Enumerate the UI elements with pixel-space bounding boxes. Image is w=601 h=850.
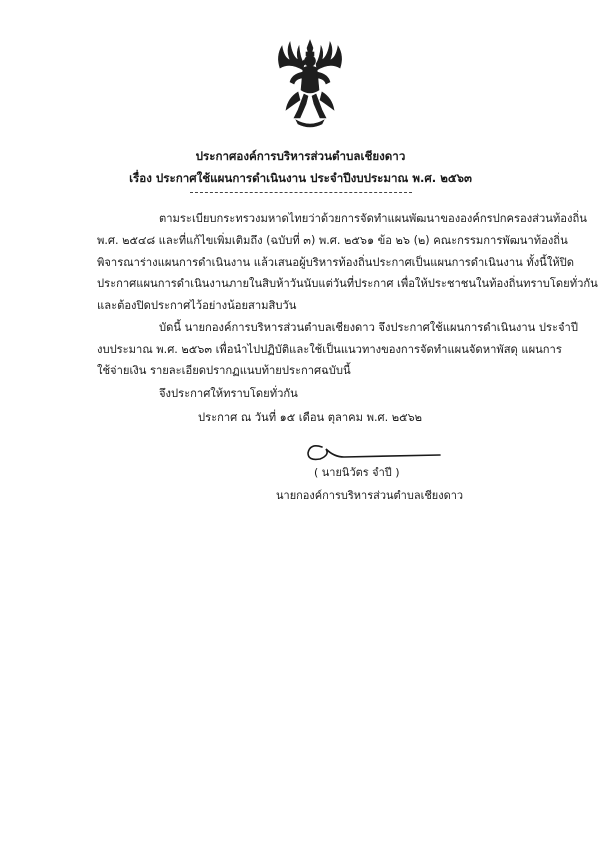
paragraph-2-line: บัดนี้ นายกองค์การบริหารส่วนตำบลเชียงดาว จึงประกาศใช้แผนการดำเนินงาน ประจำปี [159,321,578,334]
paragraph-1-line: พิจารณาร่างแผนการดำเนินงาน แล้วเสนอผู้บริหารท้องถิ่นประกาศเป็นแผนการดำเนินงาน ทั้งนี้ให้ปิด [97,256,575,269]
paragraph-2-line: ใช้จ่ายเงิน รายละเอียดปรากฏแนบท้ายประกาศฉบับนี้ [97,364,351,377]
signatory-name: ( นายนิวัตร จำปี ) [314,466,400,479]
paragraph-1-line: และต้องปิดประกาศไว้อย่างน้อยสามสิบวัน [97,299,297,312]
announcement-subject: เรื่อง ประกาศใช้แผนการดำเนินงาน ประจำปีงบประมาณ พ.ศ. ๒๕๖๓ [129,171,472,185]
notice-line: จึงประกาศให้ทราบโดยทั่วกัน [159,387,298,400]
date-line: ประกาศ ณ วันที่ ๑๕ เดือน ตุลาคม พ.ศ. ๒๕๖๒ [198,411,423,424]
paragraph-1-line: ประกาศแผนการดำเนินงานภายในสิบห้าวันนับแต่วันที่ประกาศ เพื่อให้ประชาชนในท้องถิ่นทราบโดยทั่วกัน [97,277,598,290]
title-divider [190,192,412,193]
garuda-emblem-icon [268,38,352,130]
paragraph-2-line: งบประมาณ พ.ศ. ๒๕๖๓ เพื่อนำไปปฏิบัติและใช้เป็นแนวทางของการจัดทำแผนจัดหาพัสดุ แผนการ [97,343,562,356]
signatory-position: นายกองค์การบริหารส่วนตำบลเชียงดาว [276,489,464,502]
paragraph-1-line: ตามระเบียบกระทรวงมหาดไทยว่าด้วยการจัดทำแผนพัฒนาขององค์กรปกครองส่วนท้องถิ่น [159,212,587,225]
announcement-title: ประกาศองค์การบริหารส่วนตำบลเชียงดาว [195,149,406,163]
paragraph-1-line: พ.ศ. ๒๕๔๘ และที่แก้ไขเพิ่มเติมถึง (ฉบับที่ ๓) พ.ศ. ๒๕๖๑ ข้อ ๒๖ (๒) คณะกรรมการพัฒนาท้องถิ่น [97,234,568,247]
